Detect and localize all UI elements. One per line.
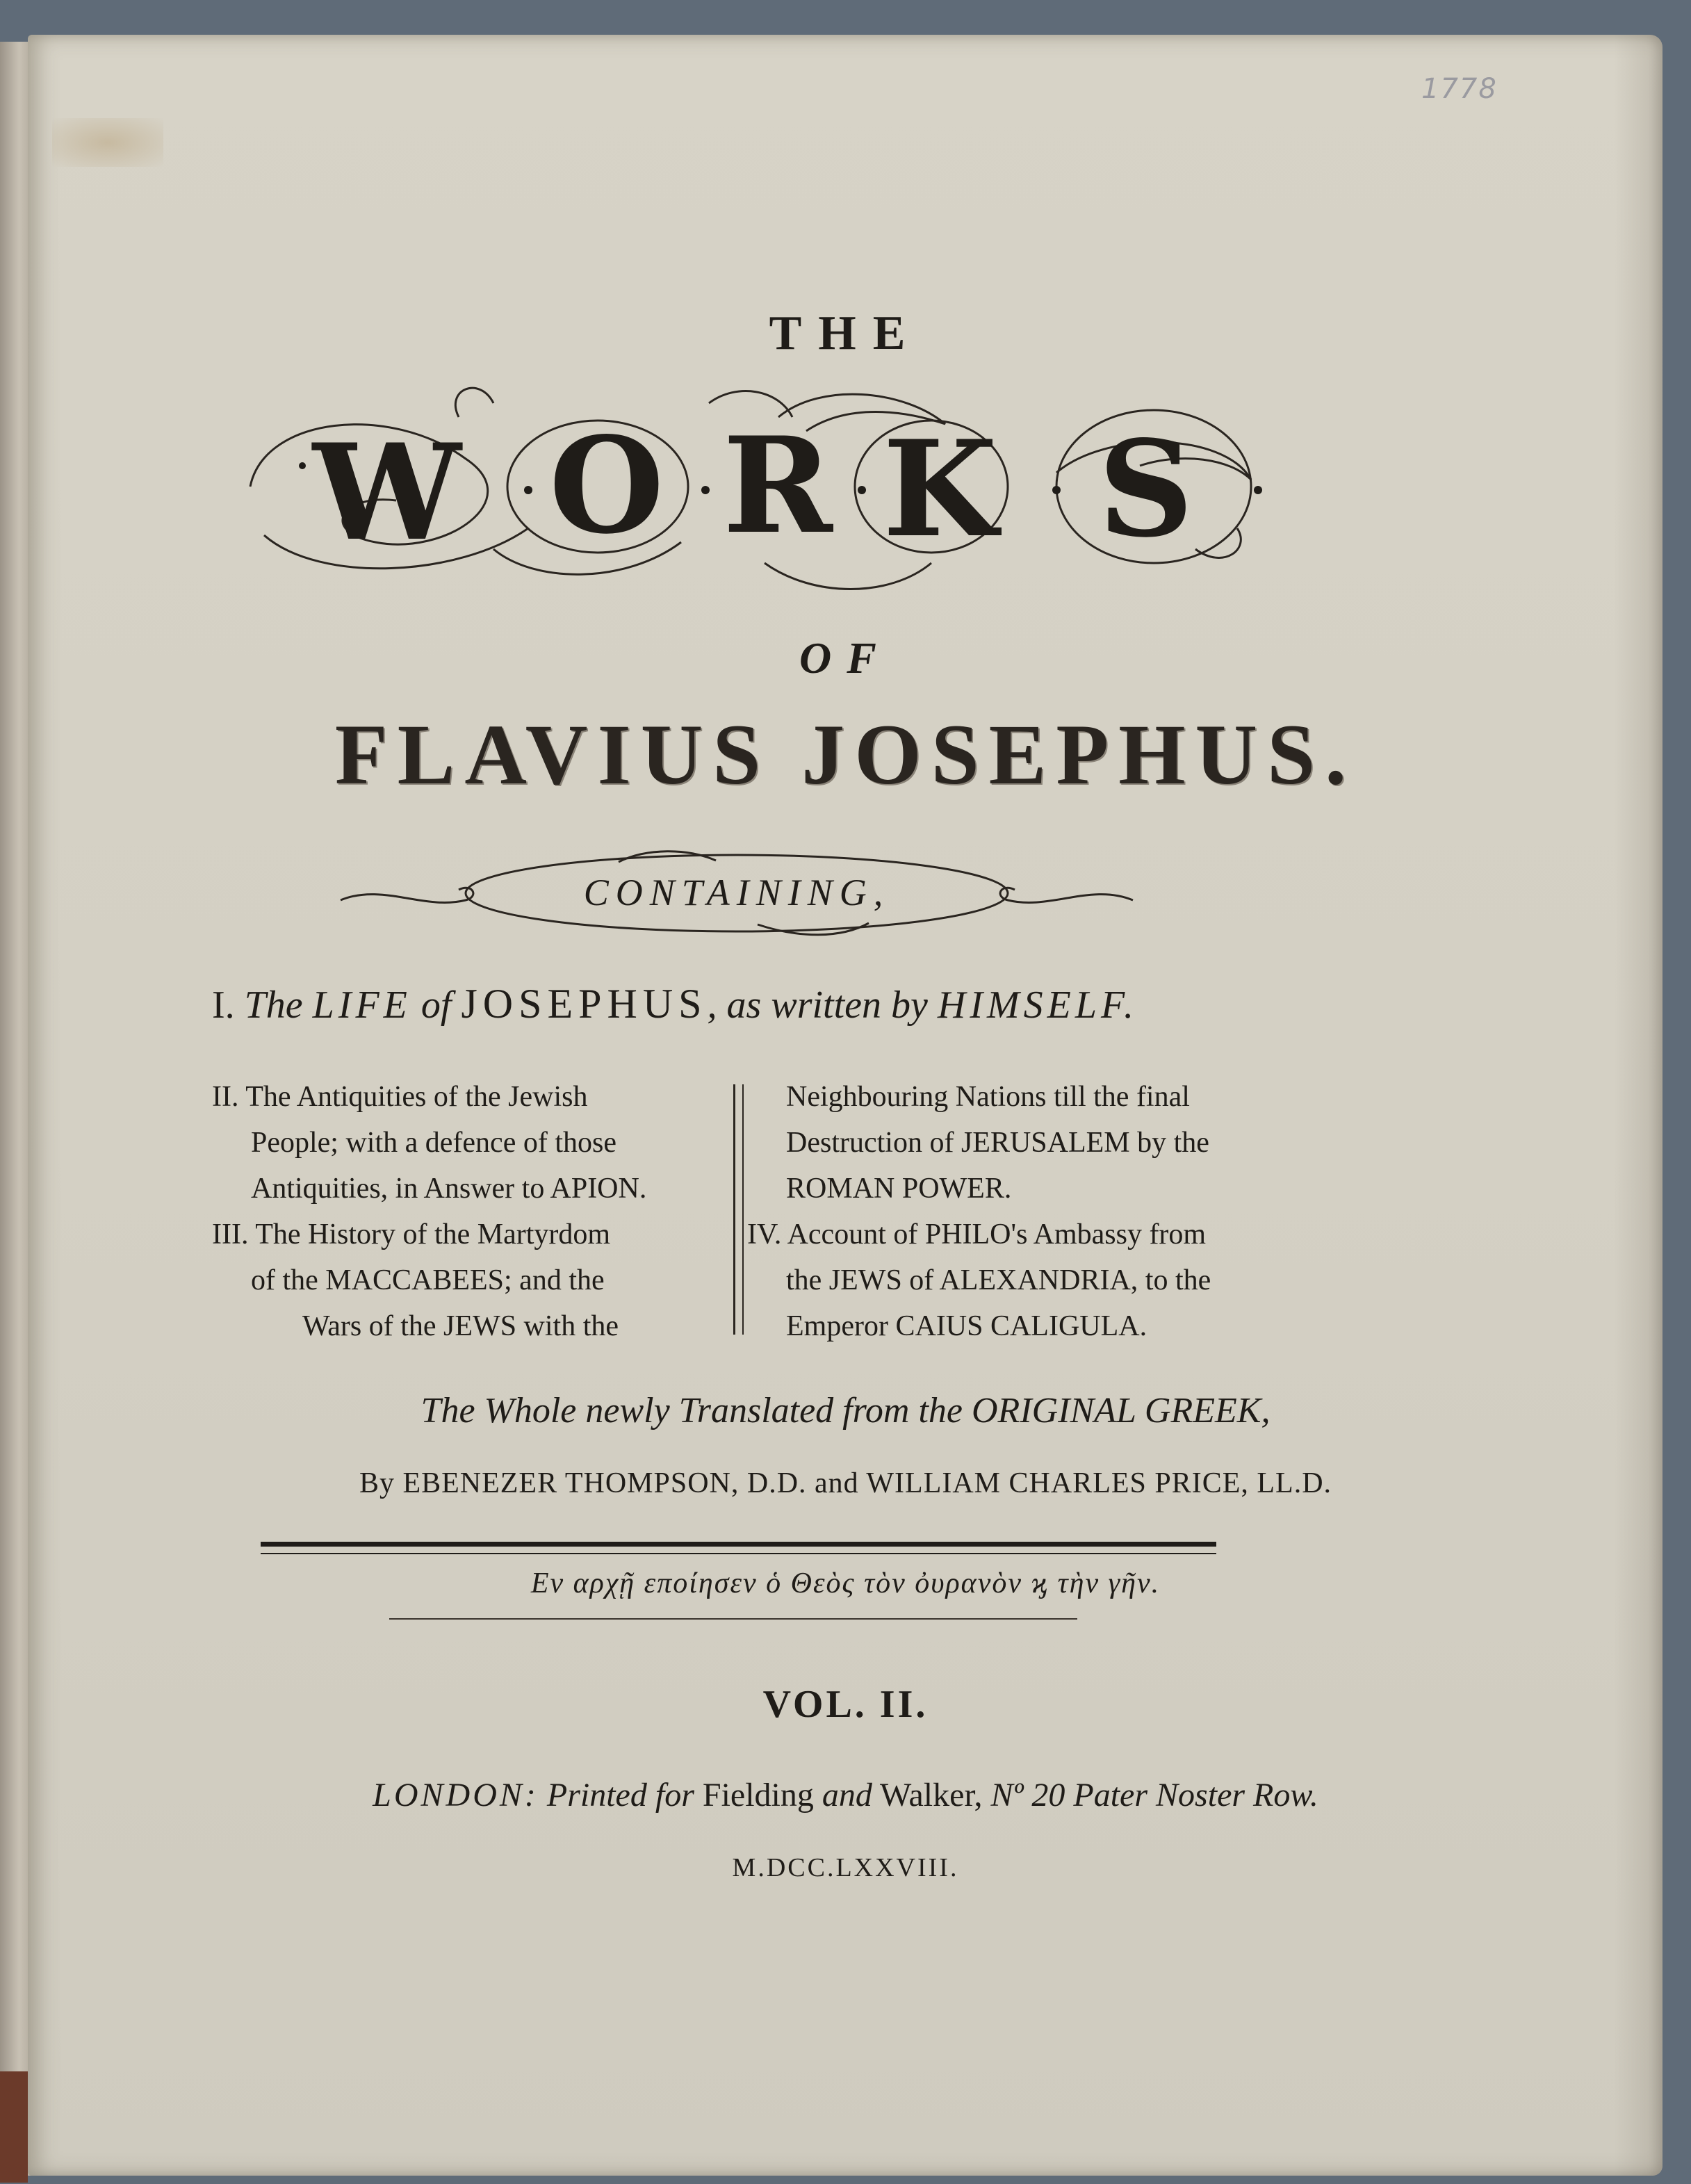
left-line: III. The History of the Martyrdom	[212, 1219, 611, 1250]
epigraph-rule	[389, 1618, 1077, 1620]
item1-name: JOSEPHUS	[461, 981, 708, 1027]
author-name: FLAVIUS JOSEPHUS.	[334, 707, 1357, 802]
contents-item-1	[212, 980, 1138, 1028]
title-the: THE	[769, 307, 922, 360]
item1-of: of	[420, 984, 452, 1027]
right-line: IV. Account of PHILO's Ambassy from	[747, 1219, 1207, 1250]
translators: By EBENEZER THOMPSON, D.D. and WILLIAM CHARLES PRICE, LL.D.	[359, 1467, 1332, 1499]
letter-s: S	[1098, 411, 1194, 567]
imprint	[0, 1776, 1691, 1814]
right-line: Neighbouring Nations till the final	[786, 1081, 1190, 1113]
imprint-name1: Fielding	[702, 1777, 814, 1814]
double-rule-thin	[261, 1553, 1216, 1554]
contents-right-column	[747, 1074, 1275, 1349]
containing-label: CONTAINING,	[583, 872, 890, 913]
right-line: Destruction of JERUSALEM by the	[786, 1127, 1209, 1159]
letter-w: W	[313, 415, 461, 570]
paper-stain	[52, 118, 163, 167]
volume-number: VOL. II.	[762, 1683, 929, 1726]
item1-life: LIFE	[312, 984, 411, 1027]
greek-epigraph: Εν αρχῇ εποίησεν ὁ Θεὸς τὸν ὀυρανὸν ϗ τὴν γῆν.	[530, 1567, 1161, 1599]
left-line: Wars of the JEWS with the	[302, 1310, 619, 1342]
translation-note: The Whole newly Translated from the ORIGINAL GREEK,	[420, 1391, 1271, 1431]
right-line: ROMAN POWER.	[786, 1173, 1012, 1205]
item1-the: The	[244, 984, 303, 1027]
title-works-engraving	[236, 375, 1265, 626]
imprint-place: LONDON:	[373, 1777, 539, 1814]
imprint-and: and	[822, 1777, 872, 1814]
item1-himself: HIMSELF.	[937, 984, 1138, 1027]
letter-k: K	[883, 411, 998, 567]
letter-o: O	[549, 408, 664, 563]
right-line: Emperor CAIUS CALIGULA.	[786, 1310, 1147, 1342]
double-rule-thick	[261, 1542, 1216, 1547]
left-line: of the MACCABEES; and the	[251, 1264, 605, 1296]
imprint-date: M.DCC.LXXVIII.	[732, 1853, 959, 1882]
left-line: Antiquities, in Answer to APION.	[251, 1173, 647, 1205]
column-divider	[733, 1084, 744, 1335]
title-of: OF	[799, 633, 892, 683]
item1-number: I.	[212, 984, 235, 1027]
containing-engraving	[327, 834, 1147, 952]
letter-r: R	[723, 408, 833, 563]
imprint-address: Nº 20 Pater Noster Row.	[990, 1777, 1318, 1814]
imprint-printed-for: Printed for	[546, 1777, 694, 1814]
left-line: II. The Antiquities of the Jewish	[212, 1081, 588, 1113]
item1-as-written: , as written by	[707, 984, 928, 1027]
pencil-note: 1778	[1421, 73, 1498, 105]
left-line: People; with a defence of those	[251, 1127, 616, 1159]
contents-left-column	[212, 1074, 712, 1349]
imprint-name2: Walker,	[880, 1777, 983, 1814]
right-line: the JEWS of ALEXANDRIA, to the	[786, 1264, 1211, 1296]
binding-edge	[0, 2071, 28, 2183]
